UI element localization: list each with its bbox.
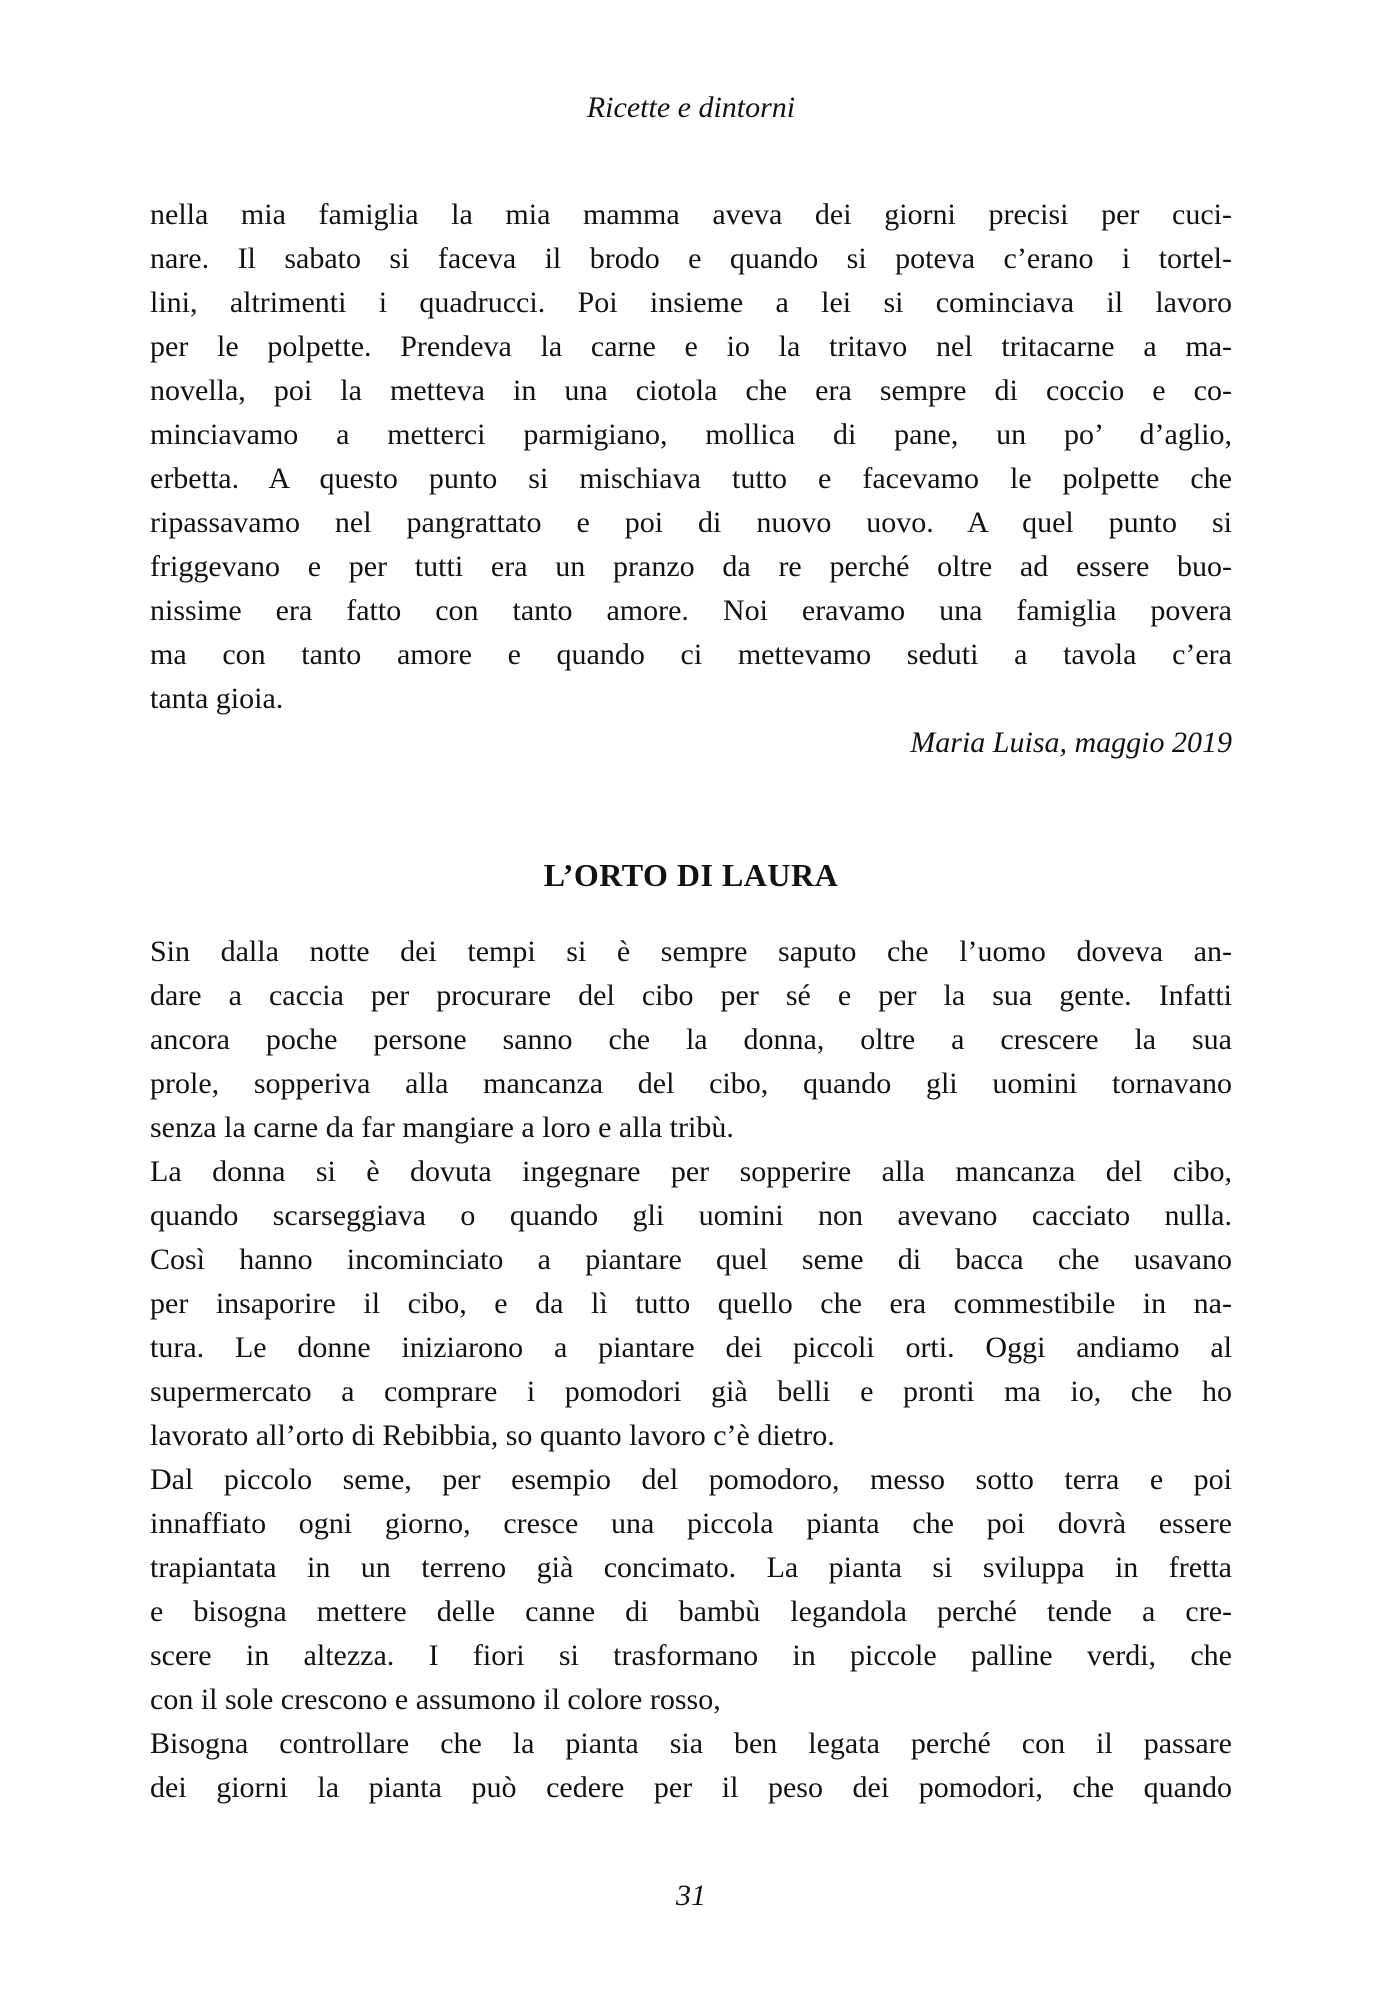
text-line: innaffiato ogni giorno, cresce una piccola pianta che poi dovrà essere	[150, 1507, 1232, 1540]
text-line: per le polpette. Prendeva la carne e io la tritavo nel tritacarne a ma-	[150, 330, 1232, 363]
text-line: Bisogna controllare che la pianta sia ben legata perché con il passare	[150, 1727, 1232, 1760]
text-line: dei giorni la pianta può cedere per il peso dei pomodori, che quando	[150, 1771, 1232, 1804]
text-line: quando scarseggiava o quando gli uomini non avevano cacciato nulla.	[150, 1199, 1232, 1232]
text-line: novella, poi la metteva in una ciotola che era sempre di coccio e co-	[150, 374, 1232, 407]
text-line: dare a caccia per procurare del cibo per sé e per la sua gente. Infatti	[150, 979, 1232, 1012]
text-line: supermercato a comprare i pomodori già belli e pronti ma io, che ho	[150, 1375, 1232, 1408]
section-paragraph-3	[150, 1458, 1232, 1722]
text-line: tanta gioia.	[150, 682, 284, 715]
text-line: prole, sopperiva alla mancanza del cibo, quando gli uomini tornavano	[150, 1067, 1232, 1100]
text-line: Dal piccolo seme, per esempio del pomodoro, messo sotto terra e poi	[150, 1463, 1232, 1496]
text-block	[150, 0, 1232, 1918]
running-head: Ricette e dintorni	[586, 91, 796, 124]
section-paragraph-4	[150, 1722, 1232, 1810]
text-line: nare. Il sabato si faceva il brodo e quando si poteva c’erano i tortel-	[150, 242, 1232, 275]
text-line: per insaporire il cibo, e da lì tutto quello che era commestibile in na-	[150, 1287, 1232, 1320]
section-heading: L’ORTO DI LAURA	[543, 857, 839, 893]
text-line: trapiantata in un terreno già concimato. La pianta si sviluppa in fretta	[150, 1551, 1232, 1584]
text-line: erbetta. A questo punto si mischiava tutto e facevamo le polpette che	[150, 462, 1232, 495]
text-line: Sin dalla notte dei tempi si è sempre saputo che l’uomo doveva an-	[150, 935, 1232, 968]
text-line: nella mia famiglia la mia mamma aveva dei giorni precisi per cuci-	[150, 198, 1232, 231]
text-line: con il sole crescono e assumono il colore rosso,	[150, 1683, 721, 1716]
section-paragraph-2	[150, 1150, 1232, 1458]
text-line: tura. Le donne iniziarono a piantare dei piccoli orti. Oggi andiamo al	[150, 1331, 1232, 1364]
text-line: ma con tanto amore e quando ci mettevamo seduti a tavola c’era	[150, 638, 1232, 671]
text-line: ripassavamo nel pangrattato e poi di nuovo uovo. A quel punto si	[150, 506, 1232, 539]
page-number: 31	[676, 1879, 706, 1912]
text-line: ancora poche persone sanno che la donna, oltre a crescere la sua	[150, 1023, 1232, 1056]
text-line: senza la carne da far mangiare a loro e alla tribù.	[150, 1111, 734, 1144]
text-line: La donna si è dovuta ingegnare per sopperire alla mancanza del cibo,	[150, 1155, 1232, 1188]
text-line: lini, altrimenti i quadrucci. Poi insieme a lei si cominciava il lavoro	[150, 286, 1232, 319]
text-line: e bisogna mettere delle canne di bambù legandola perché tende a cre-	[150, 1595, 1232, 1628]
text-line: nissime era fatto con tanto amore. Noi eravamo una famiglia povera	[150, 594, 1232, 627]
text-line: Così hanno incominciato a piantare quel seme di bacca che usavano	[150, 1243, 1232, 1276]
section-paragraph-1	[150, 930, 1232, 1150]
attribution: Maria Luisa, maggio 2019	[910, 726, 1232, 759]
text-line: minciavamo a metterci parmigiano, mollica di pane, un po’ d’aglio,	[150, 418, 1232, 451]
text-line: scere in altezza. I fiori si trasformano in piccole palline verdi, che	[150, 1639, 1232, 1672]
text-line: lavorato all’orto di Rebibbia, so quanto lavoro c’è dietro.	[150, 1419, 835, 1452]
memoir-paragraph	[150, 193, 1232, 721]
text-line: friggevano e per tutti era un pranzo da re perché oltre ad essere buo-	[150, 550, 1232, 583]
